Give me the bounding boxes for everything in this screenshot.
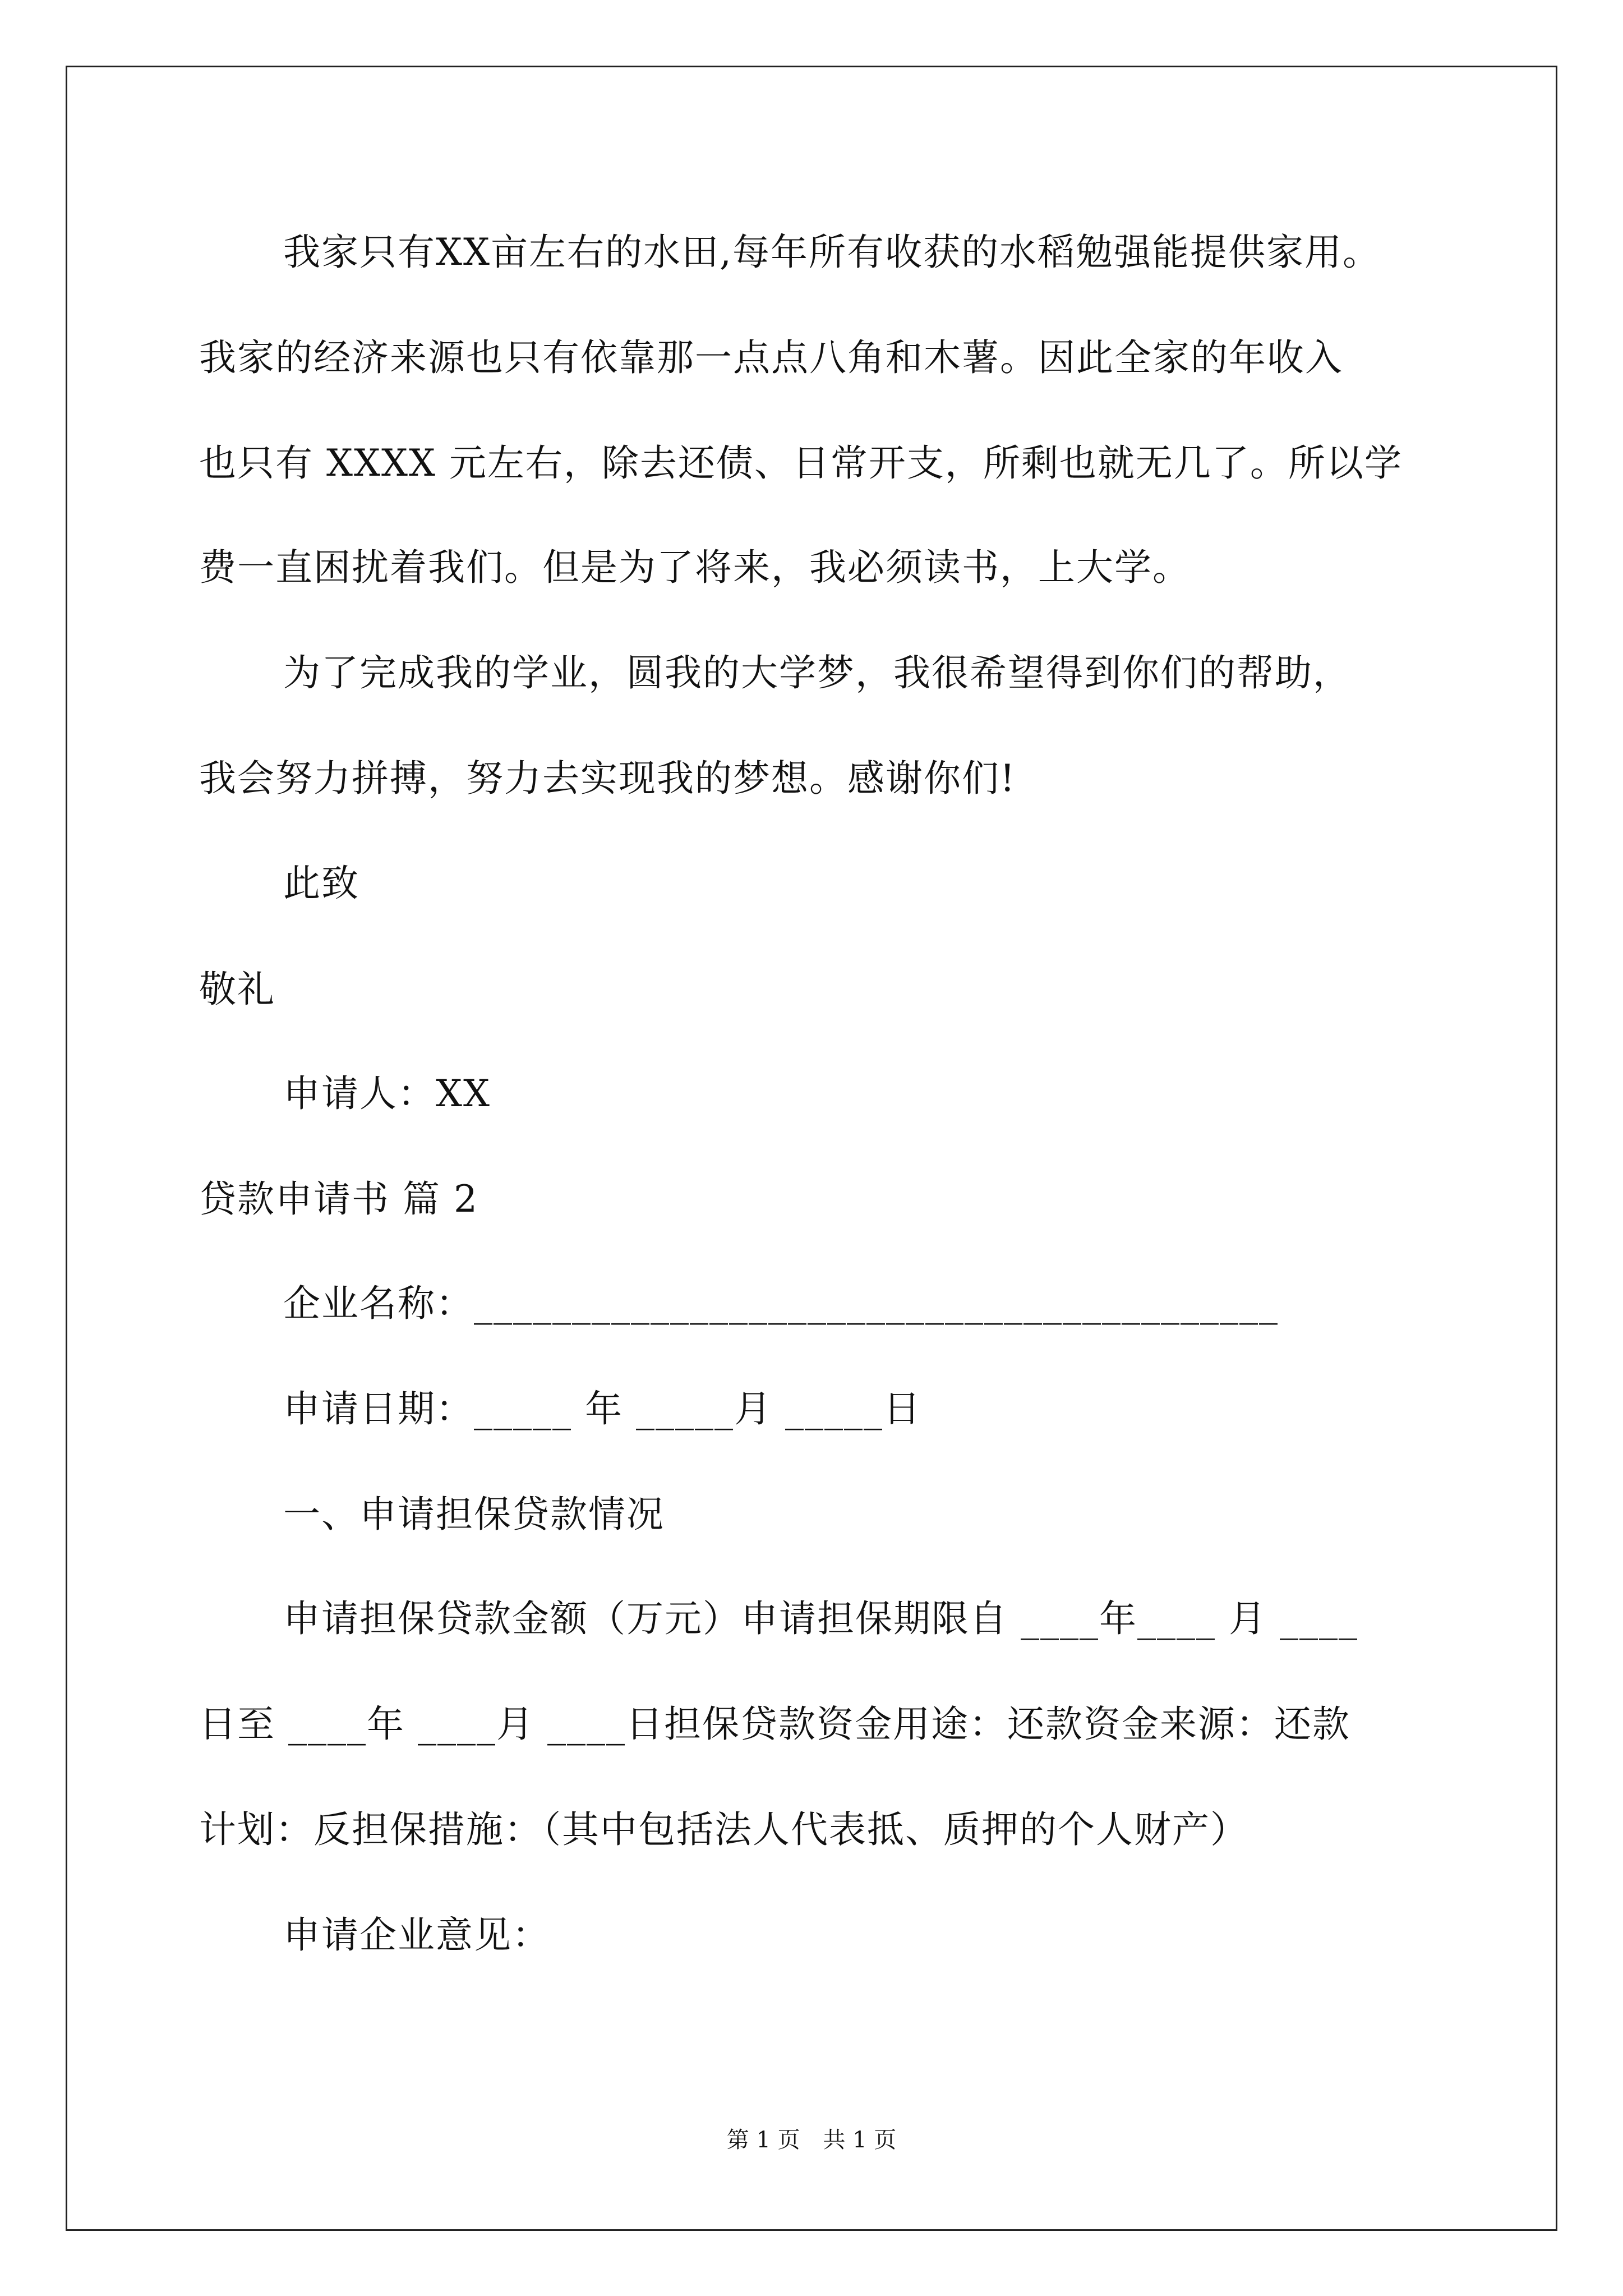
application-date-line: 申请日期：_____ 年 _____月 _____日	[283, 1387, 921, 1430]
body-line-5: 为了完成我的学业，圆我的大学梦，我很希望得到你们的帮助，	[283, 651, 1351, 694]
body-line-3: 也只有 XXXX 元左右，除去还债、日常开支，所剩也就无几了。所以学	[199, 441, 1403, 485]
page-frame	[66, 66, 1557, 2231]
section-heading: 贷款申请书 篇 2	[199, 1177, 478, 1221]
applicant-line: 申请人：XX	[283, 1072, 491, 1115]
salutation-cizhi: 此致	[283, 862, 359, 905]
loan-line-1: 申请担保贷款金额（万元）申请担保期限自 ____年____ 月 ____	[283, 1597, 1358, 1640]
page-footer	[0, 2126, 1623, 2154]
page-number: 第 1 页	[726, 2127, 800, 2153]
body-line-6: 我会努力拼搏，努力去实现我的梦想。感谢你们!	[199, 757, 1016, 800]
loan-line-3: 计划：反担保措施：（其中包括法人代表抵、质押的个人财产）	[199, 1808, 1248, 1851]
body-line-1: 我家只有XX亩左右的水田,每年所有收获的水稻勉强能提供家用。	[283, 231, 1381, 274]
company-opinion-line: 申请企业意见：	[283, 1913, 550, 1957]
company-name-line: 企业名称：_________________________________________	[283, 1282, 1279, 1325]
page-total: 共 1 页	[823, 2127, 897, 2153]
subsection-heading: 一、申请担保贷款情况	[283, 1493, 665, 1536]
salutation-jingli: 敬礼	[199, 968, 275, 1011]
body-line-2: 我家的经济来源也只有依靠那一点点八角和木薯。因此全家的年收入	[199, 336, 1343, 379]
loan-line-2: 日至 ____年 ____月 ____日担保贷款资金用途：还款资金来源：还款	[199, 1703, 1350, 1746]
body-line-4: 费一直困扰着我们。但是为了将来，我必须读书，上大学。	[199, 546, 1191, 589]
